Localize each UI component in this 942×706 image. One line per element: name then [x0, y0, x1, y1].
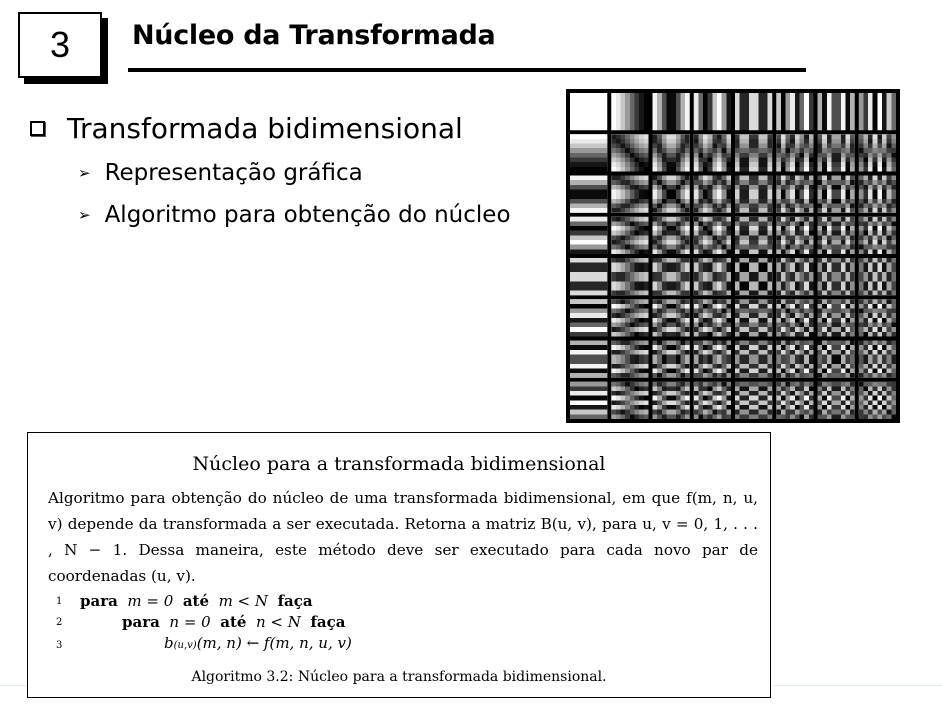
dct-basis-cell	[570, 382, 607, 419]
dct-basis-cell	[653, 382, 690, 419]
dct-basis-cell	[570, 299, 607, 336]
section-number-box	[18, 12, 102, 78]
sub-bullet-1	[78, 160, 363, 186]
dct-basis-cell	[776, 382, 813, 419]
dct-basis-cell	[818, 176, 855, 213]
dct-basis-cell	[735, 134, 772, 171]
dct-basis-cell	[694, 258, 731, 295]
dct-basis-cell	[859, 382, 896, 419]
dct-basis-cell	[776, 258, 813, 295]
dct-basis-cell	[653, 176, 690, 213]
dct-basis-cell	[570, 258, 607, 295]
footer-line-right	[773, 685, 942, 686]
dct-basis-cell	[818, 93, 855, 130]
expression: n = 0	[169, 613, 211, 631]
dct-basis-cell	[653, 93, 690, 130]
dct-basis-cell	[653, 217, 690, 254]
dct-basis-cell	[859, 217, 896, 254]
dct-basis-cell	[776, 134, 813, 171]
dct-basis-grid	[566, 89, 900, 423]
expression: m < N	[218, 592, 269, 610]
dct-basis-cell	[653, 341, 690, 378]
dct-basis-cell	[818, 134, 855, 171]
dct-basis-cell	[694, 341, 731, 378]
slide-title: Núcleo da Transformada	[132, 20, 496, 51]
dct-basis-cell	[776, 299, 813, 336]
dct-basis-cell	[653, 134, 690, 171]
keyword: até	[220, 613, 247, 631]
dct-basis-cell	[776, 176, 813, 213]
keyword: faça	[277, 592, 313, 610]
title-underline	[128, 68, 806, 72]
algorithm-title: Núcleo para a transformada bidimensional	[192, 453, 606, 475]
arrow-bullet-icon: ➢	[78, 206, 91, 224]
line-number: 3	[56, 640, 63, 651]
dct-basis-cell	[735, 258, 772, 295]
dct-basis-cell	[611, 217, 648, 254]
dct-basis-cell	[570, 93, 607, 130]
main-bullet	[30, 112, 463, 145]
dct-basis-cell	[694, 93, 731, 130]
dct-basis-cell	[611, 382, 648, 419]
dct-basis-cell	[611, 299, 648, 336]
dct-basis-cell	[859, 93, 896, 130]
dct-basis-cell	[570, 134, 607, 171]
footer-line-left	[0, 685, 27, 686]
dct-basis-image	[566, 89, 900, 423]
algorithm-line-3	[164, 634, 352, 652]
dct-basis-cell	[694, 176, 731, 213]
dct-basis-cell	[611, 341, 648, 378]
dct-basis-cell	[859, 134, 896, 171]
dct-basis-cell	[818, 382, 855, 419]
arrow-bullet-icon: ➢	[78, 164, 91, 182]
expression: b	[164, 634, 174, 652]
dct-basis-cell	[859, 176, 896, 213]
expression: n < N	[256, 613, 301, 631]
expression: (m, n) ← f(m, n, u, v)	[196, 634, 352, 652]
dct-basis-cell	[570, 341, 607, 378]
dct-basis-cell	[611, 134, 648, 171]
dct-basis-cell	[735, 341, 772, 378]
section-number: 3	[49, 24, 71, 65]
algorithm-description: Algoritmo para obtenção do núcleo de uma transformada bidimensional, em que f(m, n, u, v) depende da transformada a ser executada. Retorna a matriz B(u, v), para u, v = 0, 1, . . . , N − 1. Dessa maneira, este método deve ser executado para cada novo par de coordenadas (u, v).	[48, 489, 758, 585]
dct-basis-cell	[735, 382, 772, 419]
dct-basis-cell	[776, 217, 813, 254]
dct-basis-cell	[694, 217, 731, 254]
dct-basis-cell	[611, 176, 648, 213]
algorithm-box	[27, 432, 771, 698]
dct-basis-cell	[735, 176, 772, 213]
dct-basis-cell	[859, 341, 896, 378]
line-number: 1	[56, 596, 63, 607]
dct-basis-cell	[611, 258, 648, 295]
algorithm-line-2	[122, 613, 345, 631]
dct-basis-cell	[818, 258, 855, 295]
line-number: 2	[56, 617, 63, 628]
dct-basis-cell	[735, 217, 772, 254]
sub-bullet-2	[78, 202, 511, 228]
square-bullet-icon	[30, 121, 45, 136]
dct-basis-cell	[611, 93, 648, 130]
expression: m = 0	[127, 592, 174, 610]
dct-basis-cell	[818, 299, 855, 336]
dct-basis-cell	[735, 93, 772, 130]
dct-basis-cell	[776, 93, 813, 130]
dct-basis-cell	[818, 341, 855, 378]
dct-basis-cell	[776, 341, 813, 378]
keyword: para	[122, 613, 160, 631]
keyword: para	[80, 592, 118, 610]
dct-basis-cell	[859, 299, 896, 336]
dct-basis-cell	[735, 299, 772, 336]
dct-basis-cell	[653, 258, 690, 295]
dct-basis-cell	[859, 258, 896, 295]
sub-bullet-text: Algoritmo para obtenção do núcleo	[104, 202, 511, 228]
dct-basis-cell	[570, 217, 607, 254]
main-bullet-text: Transformada bidimensional	[67, 112, 463, 145]
algorithm-line-1	[80, 592, 313, 610]
keyword: até	[182, 592, 210, 610]
dct-basis-cell	[694, 134, 731, 171]
dct-basis-cell	[694, 382, 731, 419]
superscript: (u,v)	[173, 640, 197, 651]
sub-bullet-text: Representação gráfica	[104, 160, 363, 186]
dct-basis-cell	[694, 299, 731, 336]
keyword: faça	[310, 613, 346, 631]
dct-basis-cell	[818, 217, 855, 254]
algorithm-caption: Algoritmo 3.2: Núcleo para a transformada bidimensional.	[191, 669, 607, 685]
dct-basis-cell	[570, 176, 607, 213]
dct-basis-cell	[653, 299, 690, 336]
